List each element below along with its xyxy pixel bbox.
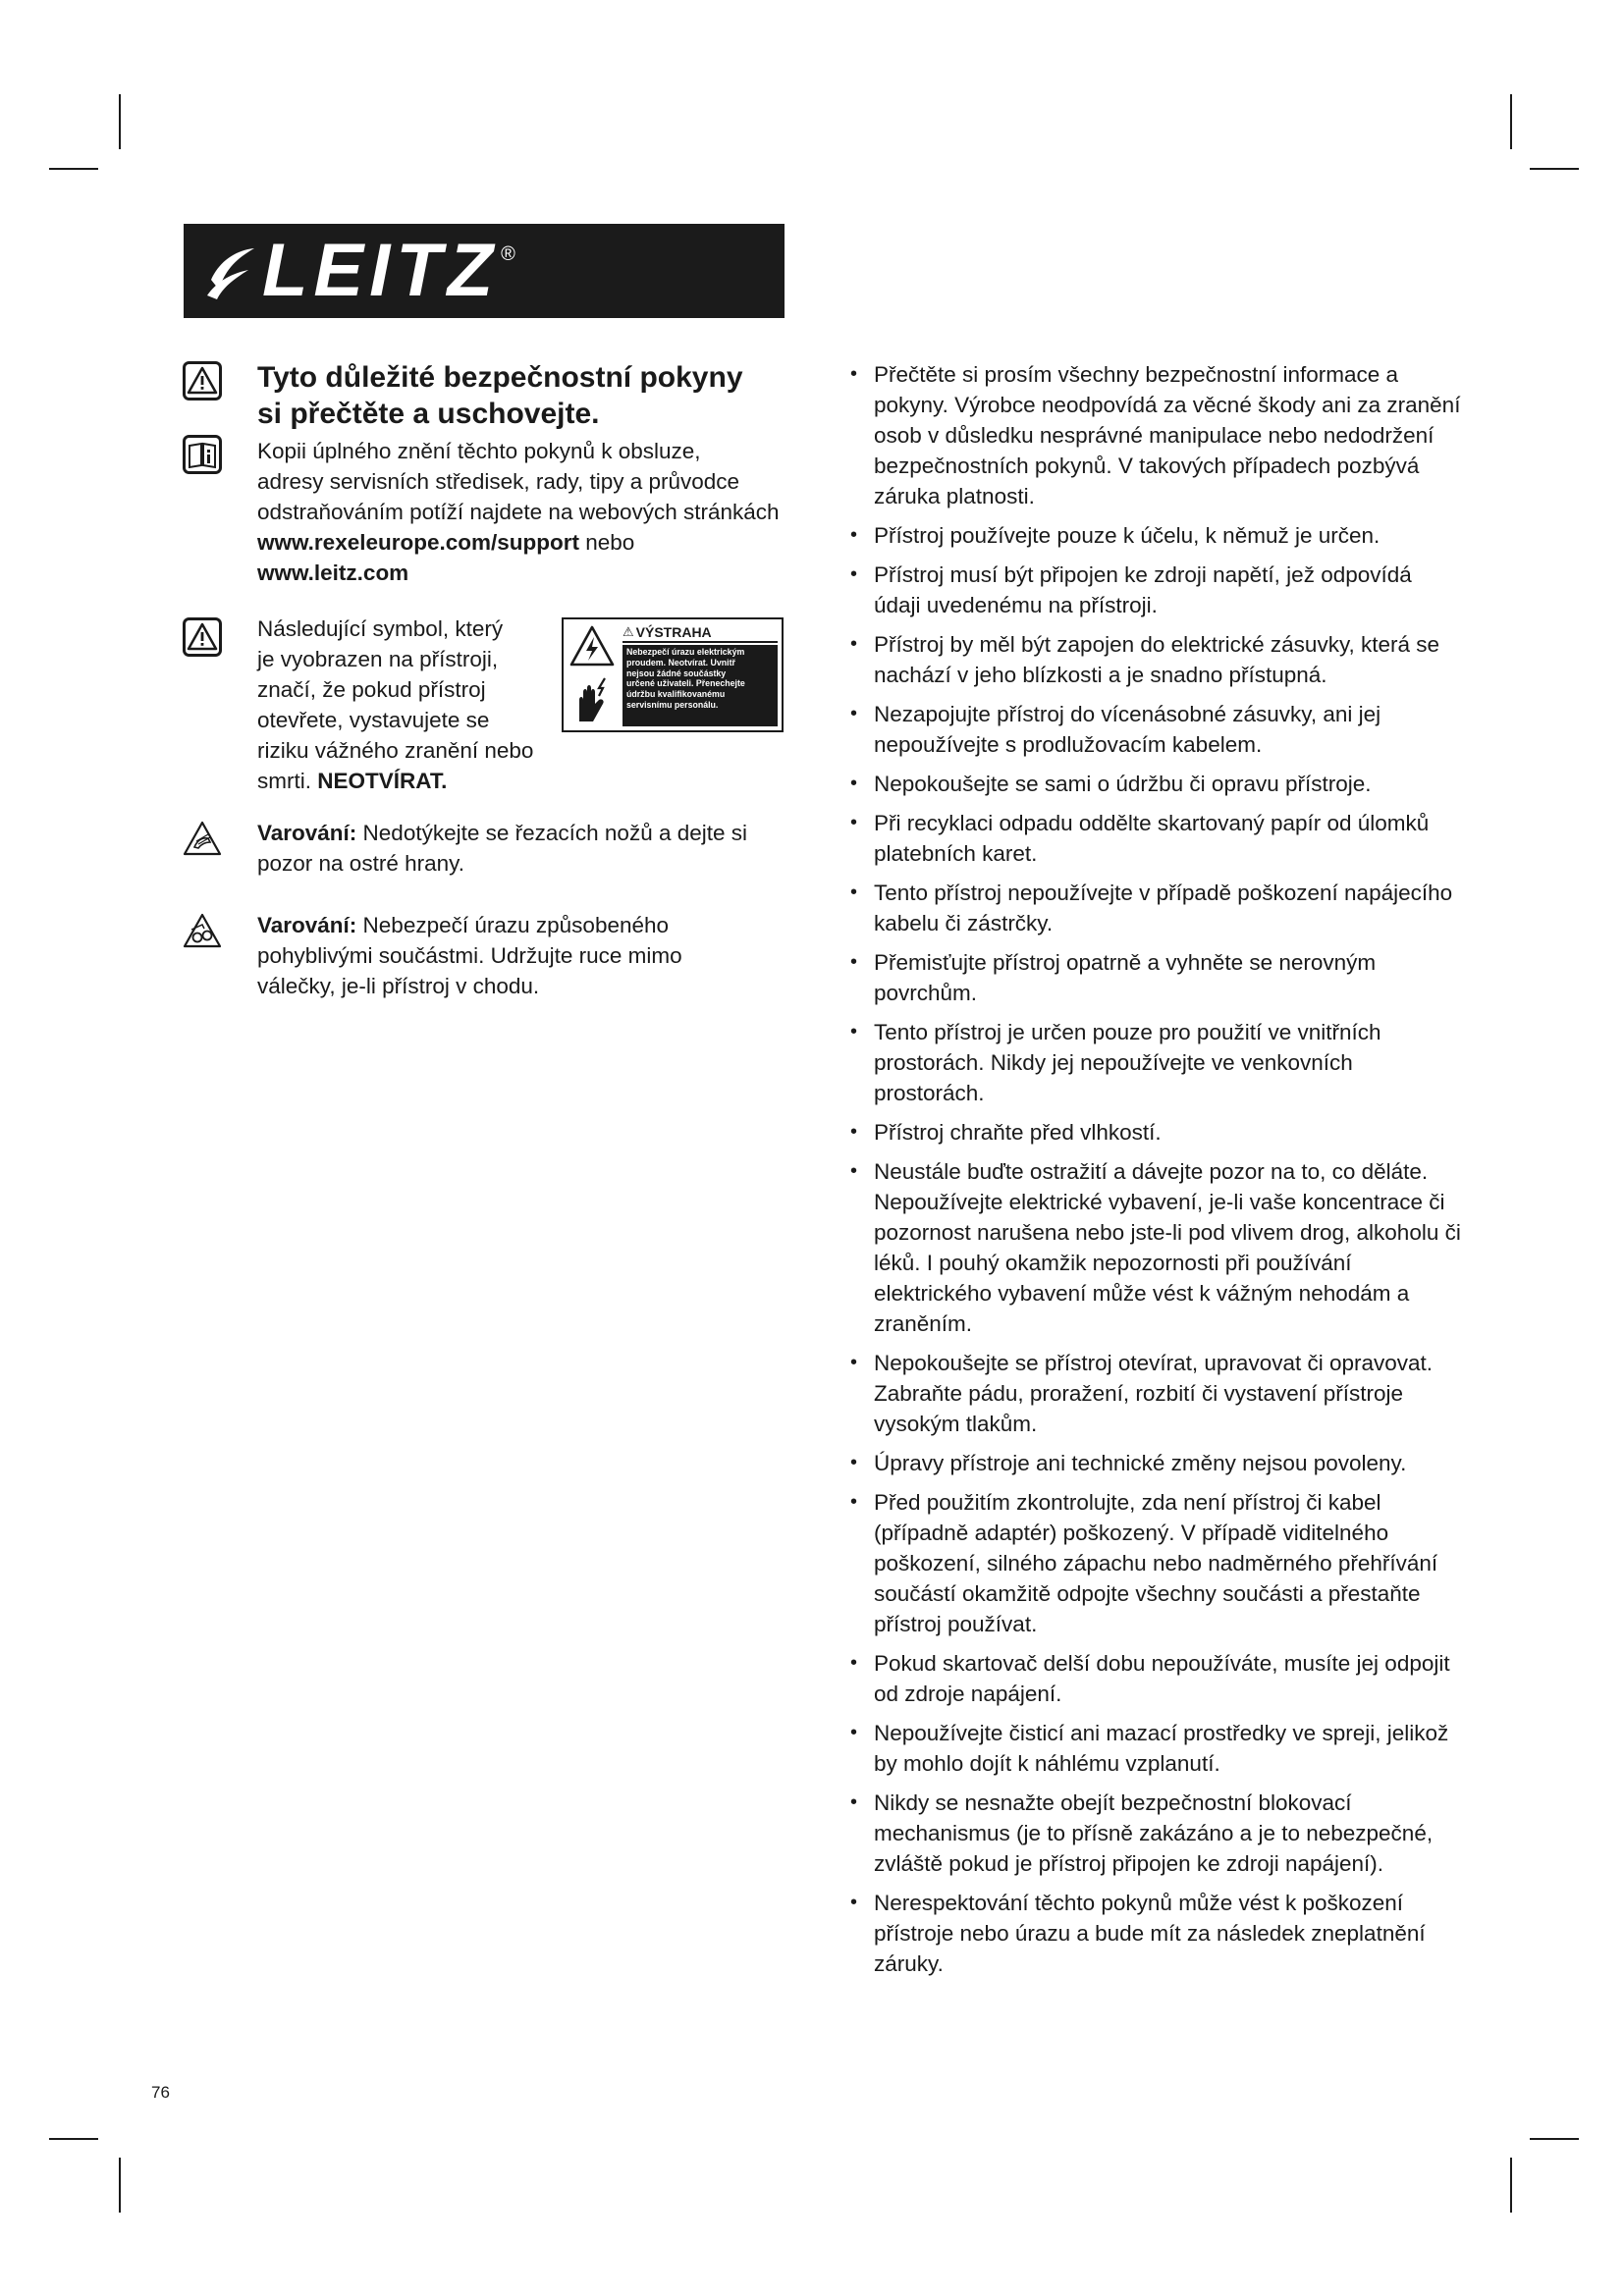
list-item: • Nezapojujte přístroj do vícenásobné zásuvky, ani jej nepoužívejte s prodlužovacím kabelem.	[850, 699, 1464, 760]
logo-registered-mark: ®	[501, 243, 515, 265]
crop-mark	[1530, 168, 1579, 170]
safety-instructions-list	[850, 359, 1464, 1988]
list-item: • Přečtěte si prosím všechny bezpečnostní informace a pokyny. Výrobce neodpovídá za věcné škody ani za zranění osob v důsledku nesprávné manipulace nebo nedodržení bezpečnostních pokynů. V takových případech pozbývá záruka platnosti.	[850, 359, 1464, 511]
list-item: • Tento přístroj je určen pouze pro použití ve vnitřních prostorách. Nikdy jej nepoužívejte ve venkovních prostorách.	[850, 1017, 1464, 1108]
list-item: • Úpravy přístroje ani technické změny nejsou povoleny.	[850, 1448, 1464, 1478]
warning-triangle-icon	[183, 617, 222, 657]
crop-mark	[49, 2138, 98, 2140]
intro-paragraph: Kopii úplného znění těchto pokynů k obsluze, adresy servisních středisek, rady, tipy a průvodce odstraňováním potíží najdete na webových stránkách www.rexeleurope.com/support nebo www.leitz.com	[257, 439, 780, 585]
list-item: • Nerespektování těchto pokynů může vést k poškození přístroje nebo úrazu a bude mít za následek zneplatnění záruky.	[850, 1888, 1464, 1979]
list-item: • Nepokoušejte se přístroj otevírat, upravovat či opravovat. Zabraňte pádu, proražení, rozbití či vystavení přístroje vysokým tlakům.	[850, 1348, 1464, 1439]
brand-logo	[184, 224, 785, 318]
crop-mark	[1510, 2158, 1512, 2213]
list-item: • Nepokoušejte se sami o údržbu či opravu přístroje.	[850, 769, 1464, 799]
electric-hazard-icon	[569, 625, 615, 667]
cutting-hazard-icon	[183, 821, 222, 856]
list-item: • Neustále buďte ostražití a dávejte pozor na to, co děláte. Nepoužívejte elektrické vybavení, je-li vaše koncentrace či pozornost narušena nebo jste-li pod vlivem drog, alkoholu či léků. I pouhý okamžik nepozornosti při používání elektrického vybavení může vést k vážným nehodám a zraněním.	[850, 1156, 1464, 1339]
list-item: • Přemisťujte přístroj opatrně a vyhněte se nerovným povrchům.	[850, 947, 1464, 1008]
hand-shock-icon	[569, 674, 615, 725]
warning-label-text: Nebezpečí úrazu elektrickým proudem. Neotvírat. Uvnitř nejsou žádné součástky určené uživateli. Přenechejte údržbu kvalifikovanému servisnímu personálu.	[623, 645, 778, 726]
moving-parts-warning: Varování: Nebezpečí úrazu způsobeného pohyblivými součástmi. Udržujte ruce mimo válečky, je-li přístroj v chodu.	[257, 913, 682, 998]
crop-mark	[1510, 94, 1512, 149]
support-link[interactable]: www.rexeleurope.com/support	[257, 530, 579, 555]
list-item: • Při recyklaci odpadu oddělte skartovaný papír od úlomků platebních karet.	[850, 808, 1464, 869]
warning-triangle-icon	[183, 361, 222, 400]
list-item: • Přístroj by měl být zapojen do elektrické zásuvky, která se nachází v jeho blízkosti a je snadno přístupná.	[850, 629, 1464, 690]
read-manual-icon	[183, 435, 222, 474]
list-item: • Pokud skartovač delší dobu nepoužíváte, musíte jej odpojit od zdroje napájení.	[850, 1648, 1464, 1709]
list-item: • Nepoužívejte čisticí ani mazací prostředky ve spreji, jelikož by mohlo dojít k náhlému vzplanutí.	[850, 1718, 1464, 1779]
crop-mark	[1530, 2138, 1579, 2140]
crop-mark	[119, 2158, 121, 2213]
page-number: 76	[151, 2083, 170, 2102]
warning-label-title: ⚠ VÝSTRAHA	[623, 623, 778, 643]
list-item: • Přístroj používejte pouze k účelu, k němuž je určen.	[850, 520, 1464, 551]
list-item: • Přístroj chraňte před vlhkostí.	[850, 1117, 1464, 1148]
crop-mark	[49, 168, 98, 170]
list-item: • Tento přístroj nepoužívejte v případě poškození napájecího kabelu či zástrčky.	[850, 878, 1464, 938]
moving-parts-hazard-icon	[183, 913, 222, 948]
small-warning-icon: ⚠	[623, 624, 634, 639]
leitz-swoosh-icon	[205, 240, 256, 301]
leitz-link[interactable]: www.leitz.com	[257, 561, 409, 585]
list-item: • Před použitím zkontrolujte, zda není přístroj či kabel (případně adaptér) poškozený. V případě viditelného poškození, silného zápachu nebo nadměrného přehřívání součástí okamžitě odpojte všechny součásti a přestaňte přístroj používat.	[850, 1487, 1464, 1639]
list-item: • Nikdy se nesnažte obejít bezpečnostní blokovací mechanismus (je to přísně zakázáno a je to nebezpečné, zvláště pokud je přístroj připojen ke zdroji napájení).	[850, 1788, 1464, 1879]
blade-warning: Varování: Nedotýkejte se řezacích nožů a dejte si pozor na ostré hrany.	[257, 821, 748, 876]
crop-mark	[119, 94, 121, 149]
safety-heading: Tyto důležité bezpečnostní pokyny si přečtěte a uschovejte.	[257, 361, 743, 430]
warning-label	[562, 617, 784, 732]
list-item: • Přístroj musí být připojen ke zdroji napětí, jež odpovídá údaji uvedenému na přístroji.	[850, 560, 1464, 620]
logo-wordmark: LEITZ	[262, 229, 500, 312]
symbol-paragraph: Následující symbol, který je vyobrazen na přístroji, značí, že pokud přístroj otevřete, vystavujete se riziku vážného zranění nebo smrti. NEOTVÍRAT.	[257, 616, 534, 793]
